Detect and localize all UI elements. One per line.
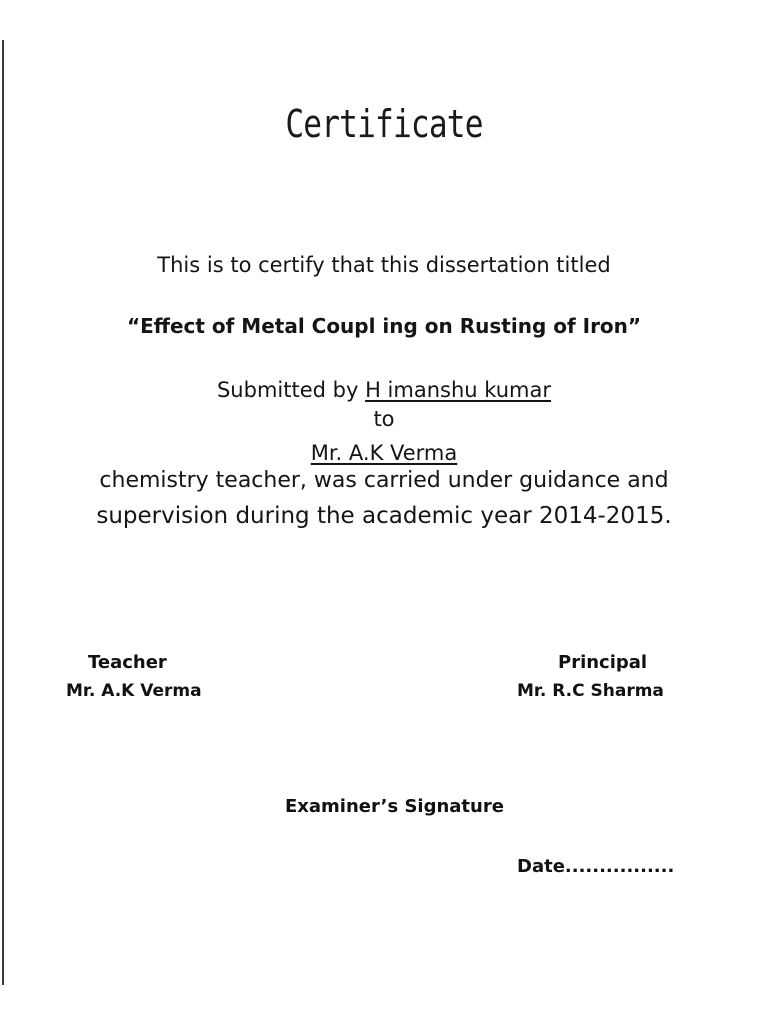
student-name: H imanshu kumar [365,378,552,402]
certify-intro-text: This is to certify that this dissertation titled [157,253,611,277]
period-text: supervision during the academic year 2014-2015. [96,503,672,529]
role-text: chemistry teacher, was carried under guidance and [99,468,669,493]
date-label: Date................ [517,856,675,877]
teacher-role-label: Teacher [88,652,167,673]
dissertation-title: “Effect of Metal Coupl ing on Rusting of Iron” [126,314,642,338]
principal-role-label: Principal [558,652,648,673]
teacher-name: Mr. A.K Verma [66,681,202,701]
recipient-line [0,438,768,468]
to-text: to [373,407,395,431]
principal-name: Mr. R.C Sharma [517,681,664,701]
examiner-signature-label: Examiner’s Signature [285,796,504,817]
certificate-title: Certificate [285,102,483,146]
recipient-name: Mr. A.K Verma [310,441,458,465]
submitted-by-line [0,375,768,405]
submitted-by-prefix: Submitted by [216,378,366,402]
